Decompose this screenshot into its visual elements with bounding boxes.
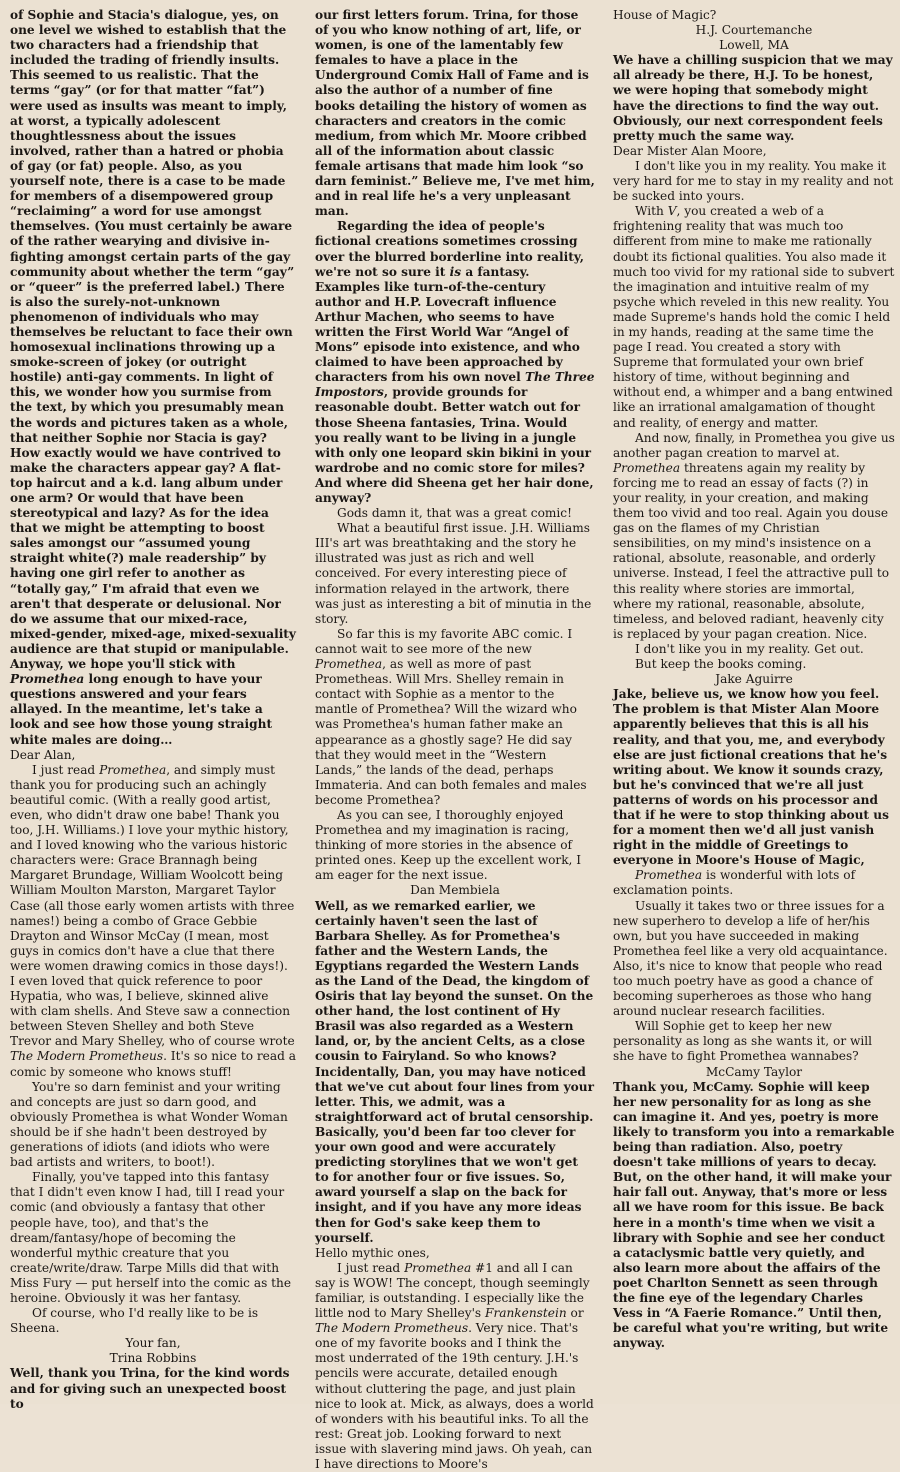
letter-paragraph-end: House of Magic? (613, 8, 717, 22)
title-promethea: Promethea (10, 672, 85, 687)
letter-salutation: Hello mythic ones, (315, 1245, 430, 1260)
letter-paragraph: Will Sophie get to keep her new personality as long as she wants it, or will she have to fight Promethea wannabes? (613, 1019, 873, 1064)
letter-paragraph: So far this is my favorite ABC comic. I cannot wait to see more of the new Promethea, as well as more of past Prometheas. Will Mrs. Shelley remain in contact with Sophie as a mentor to the mantle of Promethea? Will the wizard who was Promethea's human father make an appearance as a ghostly sage? He did say that they would meet in the “Western Lands,” the lands of the dead, perhaps Immateria. And can both females and males become Promethea? (315, 626, 587, 807)
editor-reply: Well, thank you Trina, for the kind words and for giving such an unexpected boost to (10, 1366, 290, 1411)
letter-paragraph: I don't like you in my reality. Get out. (635, 641, 864, 656)
letter-place: Lowell, MA (719, 38, 789, 53)
letter-signature: Trina Robbins (109, 1351, 197, 1366)
letter-closing: Your fan, (125, 1336, 181, 1351)
letter-salutation: Dear Mister Alan Moore, (613, 143, 767, 158)
letter-paragraph: Finally, you've tapped into this fantasy that I didn't even know I had, till I read your comic (and obviously a fantasy that other people have, too), and that's the dream/fantasy/hope of becoming the wonderful mythic creature that you create/write/draw. Tarpe Mills did that with Miss Fury — put herself into the comic as the heroine. Obviously it was her fantasy. (10, 1170, 292, 1305)
letter-salutation: Dear Alan, (10, 747, 76, 762)
letter-signature: McCamy Taylor (705, 1064, 803, 1079)
letter-paragraph: Usually it takes two or three issues for a new superhero to develop a life of her/his own, but you have succeeded in making Promethea feel like a very old acquaintance. Also, it's nice to know that people who read too much poetry have as good a chance of becoming superheroes as those who hang around nuclear research facilities. (613, 898, 888, 1019)
column-3 (613, 8, 895, 1398)
editor-reply: Regarding the idea of people's fictional creations sometimes crossing over the blurred borderline into reality, we're not so sure it is a fantasy. Examples like turn-of-the-century author and H.P. Lovecraft influence Arthur Machen, who seems to have written the First World War “Angel of Mons” episode into existence, and who claimed to have been approached by characters from his own novel The Three Impostors, provide grounds for reasonable doubt. Better watch out for those Sheena fantasies, Trina. Would you really want to be living in a jungle with only one leopard skin bikini in your wardrobe and no comic store for miles? And where did Sheena get her hair done, anyway? (315, 219, 595, 505)
letter-paragraph: I just read Promethea, and simply must thank you for producing such an achingly beautiful comic. (With a really good artist, even, who didn't draw one babe! Thank you too, J.H. Williams.) I love your mythic history, and I loved knowing who the various historic characters were: Grace Brannagh being Margaret Brundage, William Woolcott being William Moulton Marston, Margaret Taylor Case (all those early women artists with three names!) being a combo of Grace Gebbie Drayton and Winsor McCay (I mean, most guys in comics don't have a clue that there were women drawing comics in those days!). I even loved that quick reference to poor Hypatia, who was, I believe, skinned alive with clam shells. And Steve saw a connection between Steven Shelley and both Steve Trevor and Mary Shelley, who of course wrote The Modern Prometheus. It's so nice to read a comic by someone who knows stuff! (10, 762, 296, 1079)
editor-reply: Thank you, McCamy. Sophie will keep her new personality for as long as she can imagine it. And yes, poetry is more likely to transform you into a remarkable being than radiation. Also, poetry doesn't take millions of years to decay. But, on the other hand, it will make your hair fall out. Anyway, that's more or less all we have room for this issue. Be back here in a month's time when we visit a library with Sophie and see her conduct a cataclysmic battle very quietly, and also learn more about the affairs of the poet Charlton Sennett as seen through the fine eye of the legendary Charles Vess in “A Faerie Romance.” Until then, be careful what you're writing, but write anyway. (613, 1079, 895, 1351)
editor-reply: We have a chilling suspicion that we may all already be there, H.J. To be honest, we were hoping that somebody might have the directions to find the way out. Obviously, our next correspondent feels pretty much the same way. (613, 53, 893, 143)
editor-reply: Jake, believe us, we know how you feel. The problem is that Mister Alan Moore apparently believes that this is all his reality, and that you, me, and everybody else are just fictional creations that he's writing about. We know it sounds crazy, but he's convinced that we're all just patterns of words on his processor and that if he were to stop thinking about us for a moment then we'd all just vanish right in the middle of Greetings to everyone in Moore's House of Magic, (613, 687, 889, 868)
letter-paragraph: With V, you created a web of a frightening reality that was much too different from mine to make me rationally doubt its fictional qualities. You also made it much too vivid for my rational side to subvert the imagination and intuitive realm of my psyche which reveled in this new reality. You made Supreme's hands hold the comic I held in my hands, reading at the same time the page I read. You created a story with Supreme that formulated your own brief history of time, without beginning and without end, a whimper and a bang entwined like an irrational amalgamation of thought and reality, of energy and matter. (613, 204, 895, 430)
letter-paragraph: But keep the books coming. (635, 657, 807, 672)
editor-reply-continued: our first letters forum. Trina, for those of you who know nothing of art, life, or women, is one of the lamentably few females to have a place in the Underground Comix Hall of Fame and is also the author of a number of fine books detailing the history of women as characters and creators in the comic medium, from which Mr. Moore cribbed all of the information about classic female artisans that made him look “so darn feminist.” Believe me, I've met him, and in real life he's a very unpleasant man. (315, 8, 595, 219)
letter-paragraph: As you can see, I thoroughly enjoyed Promethea and my imagination is racing, thinking of more stories in the absence of printed ones. Keep up the excellent work, I am eager for the next issue. (315, 807, 582, 883)
letter-paragraph: Promethea is wonderful with lots of exclamation points. (613, 868, 856, 898)
letter-paragraph: And now, finally, in Promethea you give us another pagan creation to marvel at. Promethea threatens again my reality by forcing me to read an essay of facts (?) in your reality, in your creation, and making them too vivid and too real. Again you douse gas on the flames of my Christian sensibilities, on my mind's insistence on a rational, absolute, reasonable, and orderly universe. Instead, I feel the attractive pull to this reality where stories are immortal, where my rational, reasonable, absolute, timeless, and beloved radiant, heavenly city is replaced by your pagan creation. Nice. (613, 430, 895, 641)
letter-paragraph: Of course, who I'd really like to be is Sheena. (10, 1306, 259, 1336)
letter-signature: H.J. Courtemanche (695, 23, 813, 38)
letter-paragraph: Gods damn it, that was a great comic! (337, 506, 572, 521)
column-1 (10, 8, 296, 1411)
letter-signature: Jake Aguirre (715, 672, 793, 687)
letter-paragraph: You're so darn feminist and your writing and concepts are just so darn good, and obviously Promethea is what Wonder Woman should be if she hadn't been destroyed by generations of idiots (and idiots who were bad artists and writers, to boot!). (10, 1079, 288, 1170)
letter-signature: Dan Membiela (410, 883, 500, 898)
letter-paragraph: I don't like you in my reality. You make it very hard for me to stay in my reality and not be sucked into yours. (613, 158, 894, 204)
editor-reply-continued: of Sophie and Stacia's dialogue, yes, on one level we wished to establish that the two characters had a friendship that included the trading of friendly insults. This seemed to us realistic. That the terms “gay” (or for that matter “fat”) were used as insults was meant to imply, at worst, a typically adolescent thoughtlessness about the issues involved, rather than a hatred or phobia of gay (or fat) people. Also, as you yourself note, there is a case to be made for members of a disempowered group “reclaiming” a word for use amongst themselves. (You must certainly be aware of the rather wearying and divisive in-fighting amongst certain parts of the gay community about whether the term “gay” or “queer” is the preferred label.) There is also the surely-not-unknown phenomenon of individuals who may themselves be reluctant to face their own homosexual inclinations throwing up a smoke-screen of jokey (or outright hostile) anti-gay comments. In light of this, we wonder how you surmise from the text, by which you presumably mean the words and pictures taken as a whole, that neither Sophie nor Stacia is gay? How exactly would we have contrived to make the characters appear gay? A flat-top haircut and a k.d. lang album under one arm? Or would that have been stereotypical and lazy? As for the idea that we might be attempting to boost sales amongst our “assumed young straight white(?) male readership” by having one girl refer to another as “totally gay,” I'm afraid that even we aren't that desperate or delusional. Nor do we assume that our mixed-race, mixed-gender, mixed-age, mixed-sexuality audience are that stupid or manipulable. Anyway, we hope you'll stick with Promethea long enough to have your questions answered and your fears allayed. In the meantime, let's take a look and see how those young straight white males are doing… (10, 8, 296, 747)
column-2 (315, 8, 595, 1471)
editor-reply: Well, as we remarked earlier, we certainly haven't seen the last of Barbara Shelley. As for Promethea's father and the Western Lands, the Egyptians regarded the Western Lands as the Land of the Dead, the kingdom of Osiris that lay beyond the sunset. On the other hand, the lost continent of Hy Brasil was also regarded as a Western land, or, by the ancient Celts, as a close cousin to Fairyland. So who knows? Incidentally, Dan, you may have noticed that we've cut about four lines from your letter. This, we admit, was a straightforward act of brutal censorship. Basically, you'd been far too clever for your own good and were accurately predicting storylines that we won't get to for another four or five issues. So, award yourself a slap on the back for insight, and if you have any more ideas then for God's sake keep them to yourself. (315, 898, 594, 1245)
letter-paragraph: I just read Promethea #1 and all I can say is WOW! The concept, though seemingly familiar, is outstanding. I especially like the little nod to Mary Shelley's Frankenstein or The Modern Prometheus. Very nice. That's one of my favorite books and I think the most underrated of the 19th century. J.H.'s pencils were accurate, detailed enough without cluttering the page, and just plain nice to look at. Mick, as always, does a world of wonders with his beautiful inks. To all the rest: Great job. Looking forward to next issue with slavering mind jaws. Oh yeah, can I have directions to Moore's (315, 1260, 594, 1471)
letter-paragraph: What a beautiful first issue. J.H. Williams III's art was breathtaking and the story he illustrated was just as rich and well conceived. For every interesting piece of information relayed in the artwork, there was just as interesting a bit of minutia in the story. (315, 521, 592, 626)
